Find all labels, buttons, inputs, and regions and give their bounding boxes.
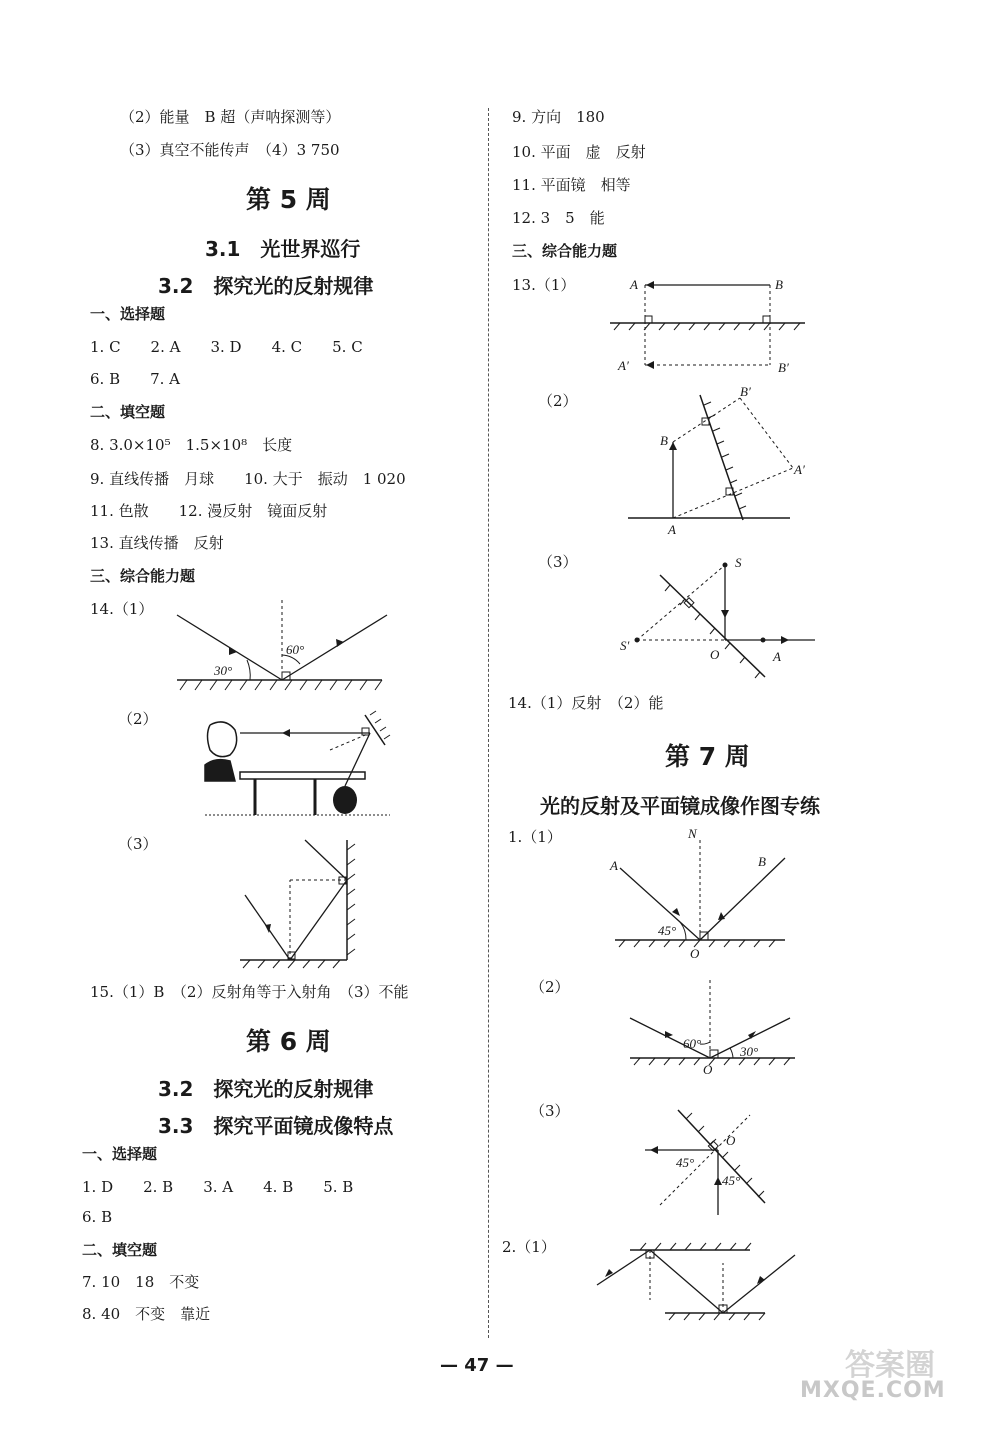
figure-d1-3 [640,1105,775,1220]
d1-2-angle-30-label: 30° [740,1044,759,1059]
figure-14-3 [235,835,365,970]
week6-title: 第 6 周 [246,1027,331,1056]
w6-fill-section-label: 二、填空题 [82,1241,158,1259]
w6-choice-answers-row2: 6. B [82,1208,113,1226]
figure-14-1 [172,600,387,695]
figure-d1-2 [625,980,800,1080]
point-O-label: O [710,647,720,662]
d1-point-A-label: A [610,858,618,873]
w6-section-3-3-title: 3.3 探究平面镜成像特点 [158,1114,394,1138]
d1-3-point-O-label: O [726,1133,736,1148]
w6-answer-8: 8. 40 不变 靠近 [82,1305,211,1323]
prev-answer-3-4: （3）真空不能传声 （4）3 750 [120,141,340,159]
answer-11-12: 11. 色散 12. 漫反射 镜面反射 [90,502,328,520]
w6-answer-7: 7. 10 18 不变 [82,1273,200,1291]
d1-3-angle-45-right-label: 45° [722,1173,741,1188]
q13-part1-label: 13.（1） [512,276,576,294]
d2-part1-label: 2.（1） [502,1238,556,1256]
prev-answer-2: （2）能量 B 超（声呐探测等） [120,108,341,126]
d1-2-point-O-label: O [703,1062,713,1077]
point-A-prime-label-2: A′ [794,462,805,477]
d1-point-O-label: O [690,946,700,961]
w6-choice-answers-row1: 1. D 2. B 3. A 4. B 5. B [82,1178,354,1196]
watermark: MXQE.COM [800,1378,946,1403]
point-B-prime-label: B′ [778,360,789,375]
d1-point-B-label: B [758,854,766,869]
r-comprehensive-section-label: 三、综合能力题 [512,242,618,260]
week7-title: 第 7 周 [665,742,750,771]
answer-r10: 10. 平面 虚 反射 [512,143,646,161]
fill-section-label: 二、填空题 [90,403,166,421]
point-A-label: A [630,277,638,292]
angle-60-label: 60° [286,642,305,657]
choice-answers-row1: 1. C 2. A 3. D 4. C 5. C [90,338,363,356]
angle-30-label: 30° [214,663,233,678]
answer-r14: 14.（1）反射 （2）能 [508,694,664,712]
column-divider [488,108,489,1338]
point-S-prime-label: S′ [620,638,630,653]
comprehensive-section-label: 三、综合能力题 [90,567,196,585]
point-A-prime-label: A′ [618,358,629,373]
figure-13-1 [610,275,810,375]
point-B-label: B [775,277,783,292]
figure-13-3 [615,555,820,685]
answer-8: 8. 3.0×10⁵ 1.5×10⁸ 长度 [90,436,293,454]
section-3-1-title: 3.1 光世界巡行 [205,237,361,261]
answer-r11: 11. 平面镜 相等 [512,176,631,194]
answer-r9: 9. 方向 180 [512,108,605,126]
point-S-label: S [735,555,742,570]
week5-title: 第 5 周 [246,185,331,214]
d1-part1-label: 1.（1） [508,828,562,846]
q13-part2-label: （2） [538,392,578,410]
d1-part3-label: （3） [530,1102,570,1120]
answer-15: 15.（1）B （2）反射角等于入射角 （3）不能 [90,983,409,1001]
figure-d2-1 [595,1235,800,1335]
choice-answers-row2: 6. B 7. A [90,370,181,388]
point-B-label-2: B [660,433,668,448]
point-A-label-3: A [773,649,781,664]
q13-part3-label: （3） [538,553,578,571]
d1-3-angle-45-left-label: 45° [676,1155,695,1170]
q14-part3-label: （3） [118,835,158,853]
d1-2-angle-60-label: 60° [683,1036,702,1051]
normal-N-label: N [688,826,697,841]
figure-13-2 [628,384,813,540]
page-number: — 47 — [440,1355,514,1376]
answer-9-10: 9. 直线传播 月球 10. 大于 振动 1 020 [90,470,406,488]
point-A-label-2: A [668,522,676,537]
figure-14-2 [200,710,395,820]
watermark-logo: 答案圈 [845,1348,935,1383]
q14-part1-label: 14.（1） [90,600,154,618]
answer-13: 13. 直线传播 反射 [90,534,224,552]
answer-r12: 12. 3 5 能 [512,209,605,227]
drill-title: 光的反射及平面镜成像作图专练 [540,794,820,818]
w6-choice-section-label: 一、选择题 [82,1145,158,1163]
d1-part2-label: （2） [530,978,570,996]
figure-d1-1 [610,826,795,961]
q14-part2-label: （2） [118,710,158,728]
point-B-prime-label-2: B′ [740,384,751,399]
choice-section-label: 一、选择题 [90,305,166,323]
section-3-2-title: 3.2 探究光的反射规律 [158,274,374,298]
d1-angle-45-label: 45° [658,923,677,938]
w6-section-3-2-title: 3.2 探究光的反射规律 [158,1077,374,1101]
